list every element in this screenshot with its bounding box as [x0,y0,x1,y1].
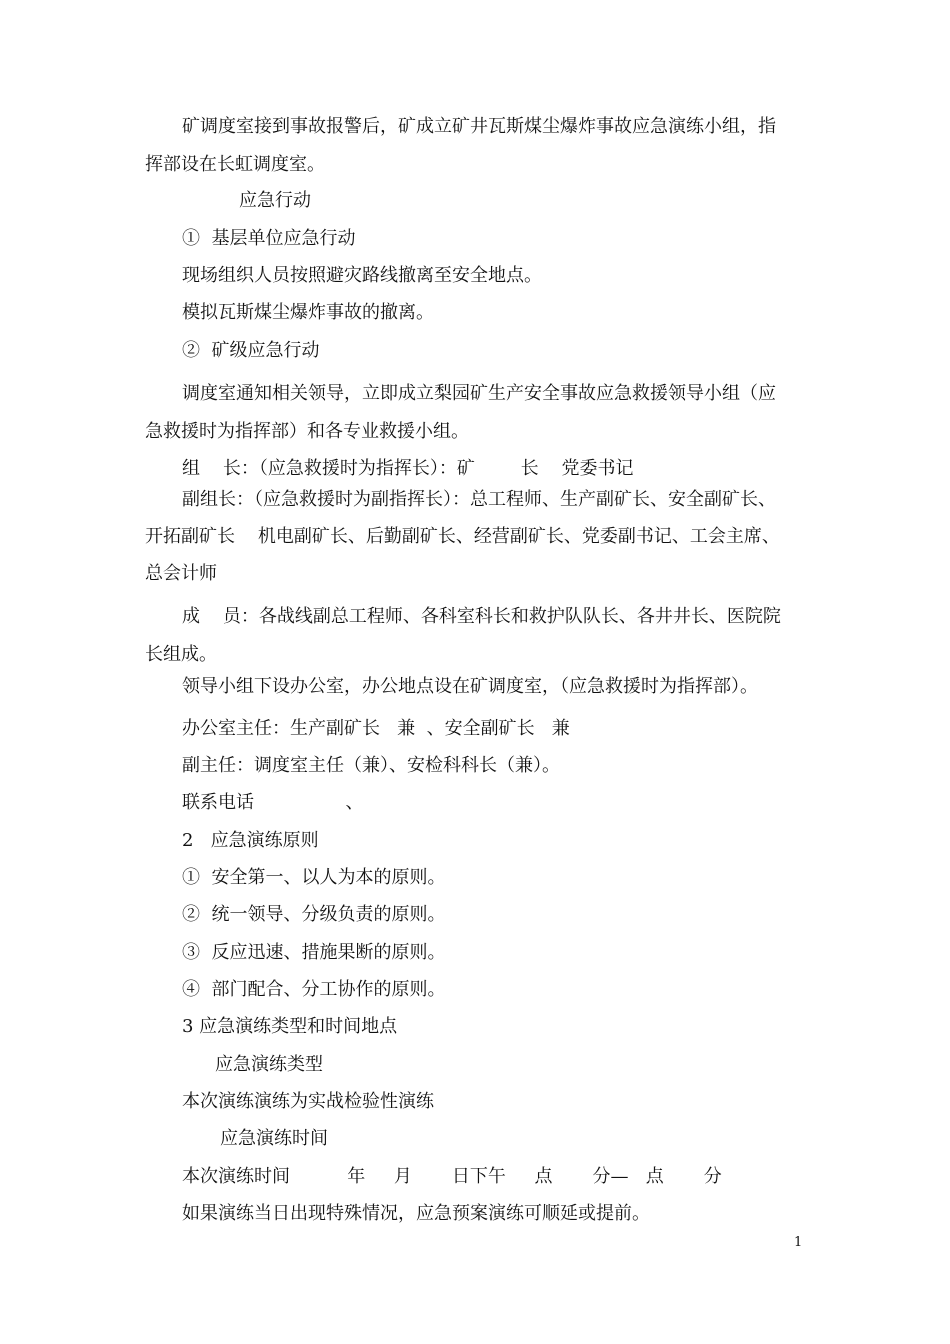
paragraph-line: 组 长：（应急救援时为指挥长）：矿 长 党委书记 [182,458,634,479]
paragraph-line: 矿调度室接到事故报警后，矿成立矿井瓦斯煤尘爆炸事故应急演练小组，指 [182,116,776,137]
paragraph-line: 副组长：（应急救援时为副指挥长）：总工程师、生产副矿长、安全副矿长、 [182,489,776,510]
paragraph-line: 调度室通知相关领导，立即成立梨园矿生产安全事故应急救援领导小组（应 [182,383,776,404]
list-item: ① 基层单位应急行动 [182,228,356,249]
page-number: 1 [794,1235,803,1250]
paragraph-line: 现场组织人员按照避灾路线撤离至安全地点。 [182,265,542,286]
section-heading: 2 应急演练原则 [182,830,319,851]
list-item: ② 矿级应急行动 [182,340,320,361]
paragraph-line: 开拓副矿长 机电副矿长、后勤副矿长、经营副矿长、党委副书记、工会主席、 [145,526,780,547]
list-item: ① 安全第一、以人为本的原则。 [182,867,446,888]
paragraph-line: 本次演练演练为实战检验性演练 [182,1091,434,1112]
subsection-heading: 应急演练类型 [215,1054,323,1075]
subsection-heading: 应急演练时间 [220,1128,328,1149]
paragraph-line: 挥部设在长虹调度室。 [145,154,325,175]
paragraph-line: 总会计师 [145,563,217,584]
section-heading: 应急行动 [239,190,311,211]
paragraph-line: 联系电话 、 [182,792,364,813]
paragraph-line: 模拟瓦斯煤尘爆炸事故的撤离。 [182,302,434,323]
section-heading: 3 应急演练类型和时间地点 [182,1016,398,1037]
paragraph-line: 急救援时为指挥部）和各专业救援小组。 [145,421,469,442]
list-item: ② 统一领导、分级负责的原则。 [182,904,446,925]
paragraph-line: 领导小组下设办公室，办公地点设在矿调度室，（应急救援时为指挥部）。 [182,676,758,697]
list-item: ③ 反应迅速、措施果断的原则。 [182,942,446,963]
paragraph-line: 副主任：调度室主任（兼）、安检科科长（兼）。 [182,755,560,776]
paragraph-line: 长组成。 [145,644,217,665]
paragraph-line: 办公室主任：生产副矿长 兼 、安全副矿长 兼 [182,718,570,739]
paragraph-line: 如果演练当日出现特殊情况，应急预案演练可顺延或提前。 [182,1203,650,1224]
list-item: ④ 部门配合、分工协作的原则。 [182,979,446,1000]
paragraph-line: 成 员：各战线副总工程师、各科室科长和救护队队长、各井井长、医院院 [182,606,781,627]
paragraph-line: 本次演练时间 年 月 日下午 点 分— 点 分 [182,1166,722,1187]
